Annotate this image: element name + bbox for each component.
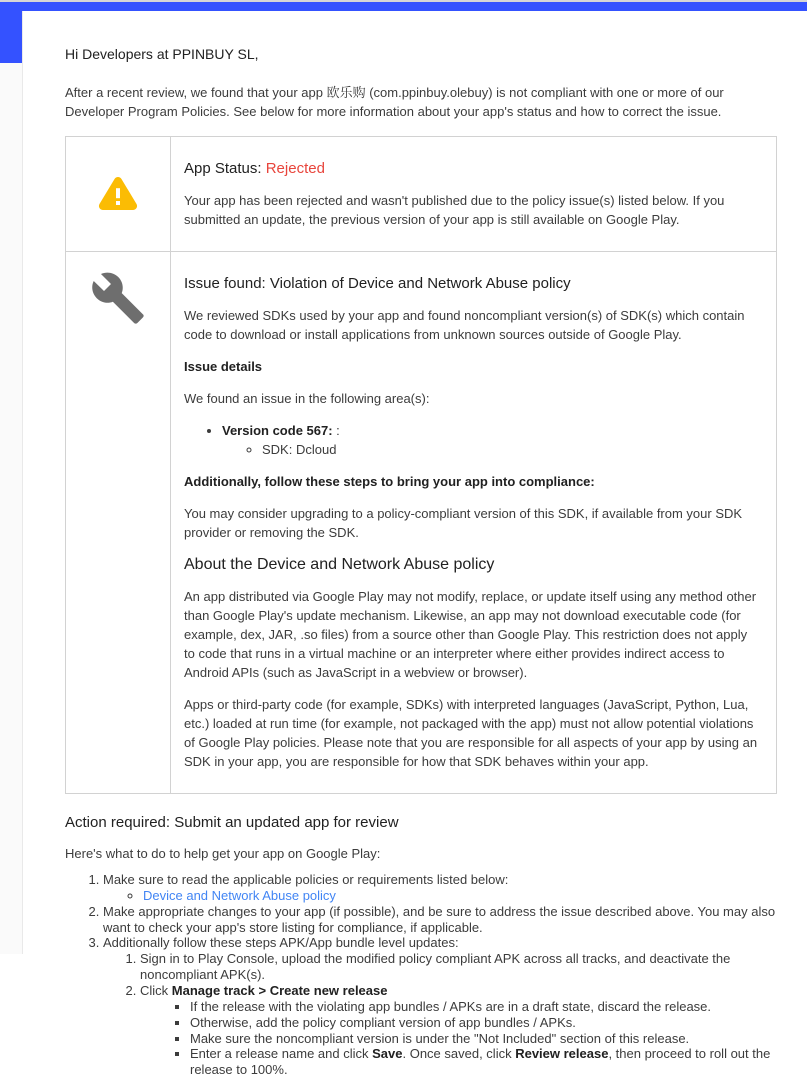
status-badge: Rejected xyxy=(265,160,325,177)
banner-top-bar xyxy=(0,2,807,11)
review-release-bold: Review release xyxy=(515,1046,609,1062)
wrench-icon xyxy=(90,270,146,329)
bullet4-mid: . Once saved, click xyxy=(402,1046,516,1062)
banner-corner-block xyxy=(0,2,22,63)
version-code-label: Version code 567: xyxy=(222,423,333,438)
status-row xyxy=(66,137,777,252)
action-intro: Here's what to do to help get your app on Google Play: xyxy=(65,846,381,861)
sdk-sublist xyxy=(222,440,760,459)
step-apk-updates xyxy=(103,935,778,1078)
manage-track-bold: Manage track > Create new release xyxy=(171,983,388,999)
issue-row xyxy=(66,252,777,794)
about-policy-heading: About the Device and Network Abuse policy xyxy=(184,556,495,573)
policy-links-list xyxy=(103,888,778,904)
email-body xyxy=(65,0,778,1078)
version-code-suffix: : xyxy=(332,423,340,438)
step-read-policies xyxy=(103,872,778,904)
issue-summary: We reviewed SDKs used by your app and found noncompliant version(s) of SDK(s) which contain code to download or install applications from unknown sources outside of Google Play. xyxy=(184,308,745,342)
bullet4-post: , then proceed to roll out the release to 100%. xyxy=(190,1046,771,1078)
about-policy-p2: Apps or third-party code (for example, SDKs) with interpreted languages (JavaScript, Python, Lua, etc.) loaded at run time (for example, not packaged with the app) must not allow potential violations of Google Play policies. Please note that you are responsible for all aspects of your app by using an SDK in your app, you are responsible for how that SDK behaves within your app. xyxy=(184,697,758,769)
status-icon-cell xyxy=(66,137,171,252)
save-bold: Save xyxy=(372,1046,403,1062)
intro-paragraph: After a recent review, we found that your app 欧乐购 (com.ppinbuy.olebuy) is not compliant with one or more of our Developer Program Policies. See below for more information about your app's status and how to correct the issue. xyxy=(65,85,724,119)
sdk-item: ◦ SDK: Dcloud xyxy=(262,440,760,459)
policy-link-item xyxy=(143,888,778,904)
issue-details-heading: Issue details xyxy=(184,359,263,374)
app-status-label: App Status: xyxy=(184,160,266,177)
device-network-abuse-policy-link[interactable]: Device and Network Abuse policy xyxy=(143,887,336,903)
release-bullet-add-compliant: ▪ Otherwise, add the policy compliant version of app bundles / APKs. xyxy=(190,1015,778,1031)
release-bullet-save xyxy=(190,1046,778,1078)
issue-area-list xyxy=(184,421,760,459)
apk-step-manage-track xyxy=(140,983,778,1078)
warning-triangle-icon xyxy=(92,169,144,220)
greeting: Hi Developers at PPINBUY SL, xyxy=(65,46,259,62)
version-code-item xyxy=(222,421,760,459)
policy-status-table xyxy=(65,136,777,794)
left-gutter xyxy=(0,11,23,954)
action-steps-list xyxy=(65,872,778,1078)
release-bullet-not-included: ▪ Make sure the noncompliant version is under the "Not Included" section of this release. xyxy=(190,1031,778,1047)
area-intro: We found an issue in the following area(s): xyxy=(184,391,430,406)
action-required-heading: Action required: Submit an updated app for review xyxy=(65,814,399,831)
step-make-changes: 2. Make appropriate changes to your app (if possible), and be sure to address the issue described above. You may also want to check your app's store listing for compliance, if applicable. xyxy=(103,904,778,936)
apk-step-click-text: Click xyxy=(140,983,172,999)
issue-title: Issue found: Violation of Device and Network Abuse policy xyxy=(184,275,571,292)
apk-steps-list xyxy=(103,951,778,1078)
compliance-body: You may consider upgrading to a policy-compliant version of this SDK, if available from your SDK provider or removing the SDK. xyxy=(184,506,743,540)
issue-body-cell xyxy=(171,252,777,794)
about-policy-p1: An app distributed via Google Play may not modify, replace, or update itself using any method other than Google Play's update mechanism. Likewise, an app may not download executable code (for example, dex, JAR, .so files) from a source other than Google Play. This restriction does not apply to code that runs in a virtual machine or an interpreter where either provides indirect access to Android APIs (such as JavaScript in a webview or browser). xyxy=(184,589,757,680)
apk-step-signin: 1. Sign in to Play Console, upload the modified policy compliant APK across all tracks, and deactivate the noncompliant APK(s). xyxy=(140,951,778,983)
release-bullet-draft: ▪ If the release with the violating app bundles / APKs are in a draft state, discard the release. xyxy=(190,999,778,1015)
step-read-policies-text: Make sure to read the applicable policies or requirements listed below: xyxy=(103,872,509,887)
app-status-title xyxy=(184,159,760,178)
release-bullets-list xyxy=(140,999,778,1078)
status-description: Your app has been rejected and wasn't published due to the policy issue(s) listed below. If you submitted an update, the previous version of your app is still available on Google Play. xyxy=(184,193,725,227)
issue-icon-cell xyxy=(66,252,171,794)
status-body-cell xyxy=(171,137,777,252)
step-apk-updates-text: Additionally follow these steps APK/App bundle level updates: xyxy=(103,935,459,951)
bullet4-pre: Enter a release name and click xyxy=(190,1046,373,1062)
compliance-heading: Additionally, follow these steps to bring your app into compliance: xyxy=(184,474,595,489)
